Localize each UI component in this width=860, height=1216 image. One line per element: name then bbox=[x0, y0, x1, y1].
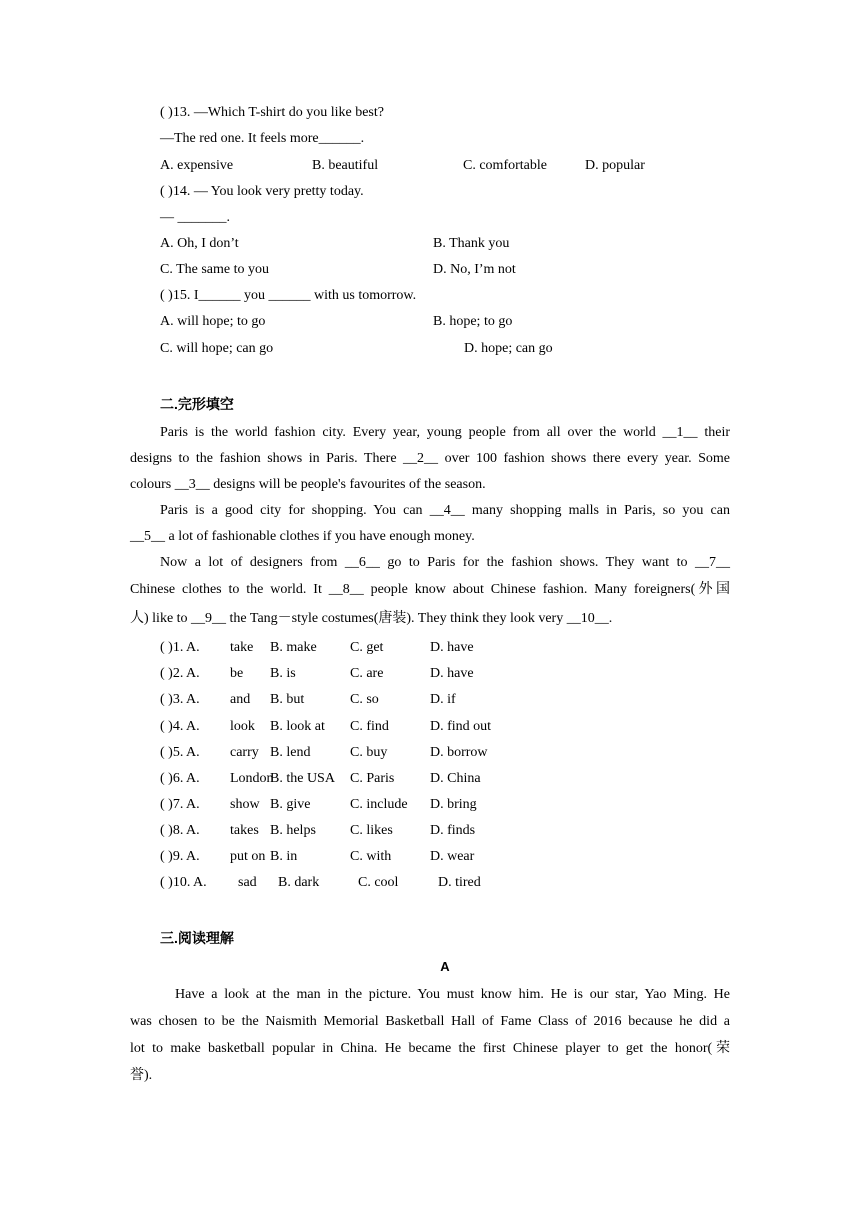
q14-option-d: D. No, I’m not bbox=[433, 262, 516, 277]
reading-passage-line: 誉). bbox=[130, 1068, 153, 1083]
cloze-passage-line: Chinese clothes to the world. It __8__ people know about Chinese fashion. Many foreigners(外国 bbox=[130, 582, 730, 597]
q13-option-d: D. popular bbox=[585, 158, 645, 173]
question-number: ( )7. A. bbox=[160, 797, 200, 812]
option-a: take bbox=[230, 640, 254, 655]
option-d: D. if bbox=[430, 692, 456, 707]
section-title-cloze: 二.完形填空 bbox=[160, 396, 234, 412]
reading-passage-line: was chosen to be the Naismith Memorial Basketball Hall of Fame Class of 2016 because he did a bbox=[130, 1014, 730, 1029]
option-a: be bbox=[230, 666, 244, 681]
option-b: B. lend bbox=[270, 745, 311, 760]
cloze-question-row bbox=[160, 822, 740, 840]
question-number: ( )10. A. bbox=[160, 875, 207, 890]
option-a: takes bbox=[230, 823, 259, 838]
question-number: ( )4. A. bbox=[160, 719, 200, 734]
cloze-question-row bbox=[160, 718, 740, 736]
cloze-question-row bbox=[160, 691, 740, 709]
passage-label: A bbox=[440, 959, 450, 974]
question-number: ( )2. A. bbox=[160, 666, 200, 681]
cloze-passage-line: Paris is a good city for shopping. You can __4__ many shopping malls in Paris, so you can bbox=[160, 503, 730, 518]
option-a: put on bbox=[230, 849, 266, 864]
cloze-passage-line: designs to the fashion shows in Paris. There __2__ over 100 fashion shows there every year. Some bbox=[130, 451, 730, 466]
q13-stem: ( )13. —Which T-shirt do you like best? bbox=[160, 105, 384, 120]
cloze-question-row bbox=[160, 665, 740, 683]
question-number: ( )3. A. bbox=[160, 692, 200, 707]
option-c: C. buy bbox=[350, 745, 388, 760]
option-d: D. find out bbox=[430, 719, 492, 734]
option-c: C. with bbox=[350, 849, 392, 864]
option-c: C. cool bbox=[358, 875, 399, 890]
option-d: D. finds bbox=[430, 823, 476, 838]
option-b: B. the USA bbox=[270, 771, 335, 786]
option-d: D. have bbox=[430, 666, 474, 681]
reading-passage-line: lot to make basketball popular in China. He became the first Chinese player to get the honor(荣 bbox=[130, 1041, 730, 1056]
cloze-question-row bbox=[160, 770, 740, 788]
q14-option-b: B. Thank you bbox=[433, 236, 510, 251]
q14-answer-line: — _______. bbox=[160, 210, 230, 225]
cloze-question-row bbox=[160, 639, 740, 657]
option-b: B. helps bbox=[270, 823, 316, 838]
q13-option-c: C. comfortable bbox=[463, 158, 547, 173]
option-d: D. tired bbox=[438, 875, 481, 890]
option-a: carry bbox=[230, 745, 259, 760]
option-d: D. China bbox=[430, 771, 481, 786]
section-title-reading: 三.阅读理解 bbox=[160, 930, 234, 946]
option-d: D. have bbox=[430, 640, 474, 655]
q15-option-c: C. will hope; can go bbox=[160, 341, 274, 356]
option-c: C. likes bbox=[350, 823, 393, 838]
option-d: D. bring bbox=[430, 797, 477, 812]
cloze-passage-line: Paris is the world fashion city. Every year, young people from all over the world __1__ their bbox=[160, 425, 730, 440]
option-b: B. look at bbox=[270, 719, 325, 734]
option-c: C. so bbox=[350, 692, 379, 707]
option-d: D. wear bbox=[430, 849, 475, 864]
option-a: London bbox=[230, 771, 274, 786]
option-c: C. include bbox=[350, 797, 408, 812]
cloze-question-row bbox=[160, 874, 740, 892]
q14-stem: ( )14. — You look very pretty today. bbox=[160, 184, 364, 199]
q13-option-a: A. expensive bbox=[160, 158, 234, 173]
option-b: B. but bbox=[270, 692, 305, 707]
q15-option-d: D. hope; can go bbox=[464, 341, 553, 356]
option-c: C. find bbox=[350, 719, 389, 734]
question-number: ( )1. A. bbox=[160, 640, 200, 655]
cloze-passage-line: __5__ a lot of fashionable clothes if you have enough money. bbox=[130, 529, 475, 544]
cloze-question-row bbox=[160, 848, 740, 866]
option-b: B. in bbox=[270, 849, 298, 864]
cloze-question-row bbox=[160, 796, 740, 814]
option-b: B. give bbox=[270, 797, 311, 812]
cloze-question-row bbox=[160, 744, 740, 762]
q13-option-b: B. beautiful bbox=[312, 158, 379, 173]
cloze-passage-line: colours __3__ designs will be people's favourites of the season. bbox=[130, 477, 486, 492]
option-c: C. are bbox=[350, 666, 384, 681]
q15-stem: ( )15. I______ you ______ with us tomorrow. bbox=[160, 288, 417, 303]
q13-answer-line: —The red one. It feels more______. bbox=[160, 131, 365, 146]
q14-option-a: A. Oh, I don’t bbox=[160, 236, 239, 251]
q15-option-a: A. will hope; to go bbox=[160, 314, 266, 329]
reading-passage-line: Have a look at the man in the picture. You must know him. He is our star, Yao Ming. He bbox=[175, 987, 730, 1002]
option-c: C. get bbox=[350, 640, 384, 655]
q15-option-b: B. hope; to go bbox=[433, 314, 513, 329]
option-a: show bbox=[230, 797, 260, 812]
option-b: B. make bbox=[270, 640, 317, 655]
option-a: sad bbox=[238, 875, 257, 890]
cloze-passage-line: 人) like to __9__ the Tang－style costumes(唐装). They think they look very __10__. bbox=[130, 611, 613, 626]
option-c: C. Paris bbox=[350, 771, 395, 786]
cloze-passage-line: Now a lot of designers from __6__ go to Paris for the fashion shows. They want to __7__ bbox=[160, 555, 730, 570]
option-b: B. is bbox=[270, 666, 296, 681]
question-number: ( )6. A. bbox=[160, 771, 200, 786]
question-number: ( )5. A. bbox=[160, 745, 200, 760]
option-d: D. borrow bbox=[430, 745, 488, 760]
option-a: and bbox=[230, 692, 251, 707]
question-number: ( )8. A. bbox=[160, 823, 200, 838]
option-b: B. dark bbox=[278, 875, 320, 890]
question-number: ( )9. A. bbox=[160, 849, 200, 864]
option-a: look bbox=[230, 719, 255, 734]
q14-option-c: C. The same to you bbox=[160, 262, 270, 277]
